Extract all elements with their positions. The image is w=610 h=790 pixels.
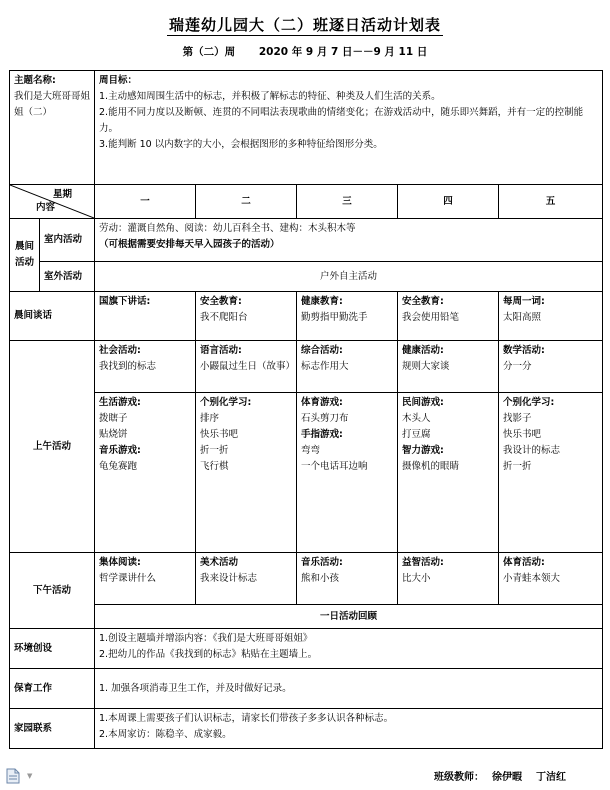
am-activity-label: 上午活动: [10, 341, 95, 553]
talk-title: 每周一词:: [503, 296, 545, 307]
day-header-monday: 一: [95, 185, 196, 219]
game-title: 个别化学习:: [200, 397, 252, 408]
talk-text: 我会使用铅笔: [402, 312, 460, 323]
day-header-tuesday: 二: [196, 185, 297, 219]
pm-title: 音乐活动:: [301, 557, 343, 568]
week-line: [0, 44, 610, 59]
am-lesson-friday: [499, 341, 603, 393]
pm-title: 体育活动:: [503, 557, 545, 568]
talk-title: 健康教育:: [301, 296, 343, 307]
game-item: 折一折: [200, 445, 229, 456]
day-header-friday: 五: [499, 185, 603, 219]
weekly-goals-cell: [95, 71, 603, 185]
talk-cell-thursday: [398, 292, 499, 341]
lesson-text: 我找到的标志: [99, 361, 157, 372]
talk-text: 太阳高照: [503, 312, 542, 323]
activity-plan-table: [9, 70, 603, 749]
talk-title: 安全教育:: [402, 296, 444, 307]
document-title: 瑞莲幼儿园大（二）班逐日活动计划表: [168, 16, 441, 34]
pm-text: 小青蛙本领大: [503, 573, 561, 584]
theme-label: 主题名称:: [14, 75, 56, 86]
day-header-thursday: 四: [398, 185, 499, 219]
lesson-text: 标志作用大: [301, 361, 349, 372]
teacher-signature: [434, 768, 566, 783]
talk-cell-wednesday: [297, 292, 398, 341]
goal-item: 2.能用不同力度以及断顿、连贯的不同唱法表现歌曲的情绪变化；在游戏活动中，随乐即兴舞蹈，并有一定的控制能力。: [99, 107, 584, 134]
goal-item: 1.主动感知周围生活中的标志，并积极了解标志的特征、种类及人们生活的关系。: [99, 91, 441, 102]
chevron-down-icon[interactable]: ▼: [27, 772, 33, 780]
lesson-title: 数学活动:: [503, 345, 545, 356]
game-title: 智力游戏:: [402, 445, 444, 456]
pm-title: 美术活动: [200, 557, 239, 568]
pm-text: 熊和小孩: [301, 573, 340, 584]
home-contact-line: 1.本周课上需要孩子们认识标志，请家长们带孩子多多认识各种标志。: [99, 713, 394, 724]
lesson-title: 健康活动:: [402, 345, 444, 356]
home-contact-cell: [95, 709, 603, 749]
game-item: 弯弯: [301, 445, 321, 456]
corner-header: [10, 185, 95, 219]
pm-cell-thursday: [398, 553, 499, 605]
pm-title: 集体阅读:: [99, 557, 141, 568]
environment-label: 环境创设: [10, 629, 95, 669]
game-title: 音乐游戏:: [99, 445, 141, 456]
goal-item: 3.能判断 10 以内数字的大小，会根据图形的多种特征给图形分类。: [99, 139, 383, 150]
pm-text: 哲学课讲什么: [99, 573, 157, 584]
game-item: 一个电话耳边响: [301, 461, 368, 472]
teacher-name-1: 徐伊暇: [492, 772, 522, 783]
day-header-wednesday: 三: [297, 185, 398, 219]
date-range: 2020 年 9 月 7 日－－9 月 11 日: [258, 46, 428, 58]
game-item: 快乐书吧: [503, 429, 542, 440]
outdoor-activity-label: 室外活动: [40, 262, 95, 292]
indoor-activity-text: 劳动：灌溉自然角、阅读：幼儿百科全书、建构：木头积木等: [99, 223, 356, 234]
game-title: 体育游戏:: [301, 397, 343, 408]
talk-cell-tuesday: [196, 292, 297, 341]
theme-name: 我们是大班哥哥姐姐（二）: [14, 91, 91, 118]
lesson-text: 分一分: [503, 361, 532, 372]
lesson-text: 小鼹鼠过生日（故事）: [200, 361, 296, 372]
pm-text: 我来设计标志: [200, 573, 258, 584]
pm-title: 益智活动:: [402, 557, 444, 568]
daily-review: 一日活动回顾: [95, 605, 603, 629]
morning-activity-label: 晨间活动: [10, 219, 40, 292]
game-title: 个别化学习:: [503, 397, 555, 408]
am-games-friday: [499, 393, 603, 553]
game-item: 贴烧饼: [99, 429, 128, 440]
am-games-monday: [95, 393, 196, 553]
talk-text: 勤剪指甲勤洗手: [301, 312, 368, 323]
am-games-tuesday: [196, 393, 297, 553]
pm-cell-monday: [95, 553, 196, 605]
indoor-activity-label: 室内活动: [40, 219, 95, 262]
pm-cell-tuesday: [196, 553, 297, 605]
indoor-activity-note: （可根据需要安排每天早入园孩子的活动）: [99, 239, 280, 250]
am-lesson-wednesday: [297, 341, 398, 393]
talk-title: 国旗下讲话:: [99, 296, 151, 307]
care-label: 保育工作: [10, 669, 95, 709]
am-lesson-tuesday: [196, 341, 297, 393]
game-item: 排序: [200, 413, 220, 424]
outdoor-activity-text: 户外自主活动: [95, 262, 603, 292]
home-contact-label: 家园联系: [10, 709, 95, 749]
theme-cell: [10, 71, 95, 185]
care-text: 1. 加强各项消毒卫生工作，并及时做好记录。: [95, 669, 603, 709]
game-item: 打豆腐: [402, 429, 431, 440]
game-item: 飞行棋: [200, 461, 229, 472]
am-lesson-thursday: [398, 341, 499, 393]
pm-text: 比大小: [402, 573, 431, 584]
am-games-thursday: [398, 393, 499, 553]
lesson-title: 社会活动:: [99, 345, 141, 356]
goals-label: 周目标：: [99, 75, 138, 86]
teacher-label: 班级教师：: [434, 772, 484, 783]
game-item: 龟兔赛跑: [99, 461, 138, 472]
lesson-text: 规则大家谈: [402, 361, 450, 372]
week-number: 第（二）周: [182, 46, 236, 58]
lesson-title: 综合活动:: [301, 345, 343, 356]
game-title: 民间游戏:: [402, 397, 444, 408]
pm-cell-wednesday: [297, 553, 398, 605]
game-title: 生活游戏:: [99, 397, 141, 408]
talk-cell-monday: [95, 292, 196, 341]
talk-title: 安全教育:: [200, 296, 242, 307]
environment-cell: [95, 629, 603, 669]
game-item: 找影子: [503, 413, 532, 424]
corner-content-label: 内容: [36, 202, 56, 213]
pm-activity-label: 下午活动: [10, 553, 95, 629]
game-item: 木头人: [402, 413, 431, 424]
talk-cell-friday: [499, 292, 603, 341]
talk-text: 我不爬阳台: [200, 312, 248, 323]
teacher-name-2: 丁洁红: [536, 772, 566, 783]
home-contact-line: 2.本周家访：陈稳辛、成家毅。: [99, 729, 232, 740]
document-icon[interactable]: [6, 768, 20, 784]
game-item: 快乐书吧: [200, 429, 239, 440]
am-games-wednesday: [297, 393, 398, 553]
lesson-title: 语言活动:: [200, 345, 242, 356]
morning-talk-label: 晨间谈话: [10, 292, 95, 341]
indoor-activity-cell: [95, 219, 603, 262]
environment-line: 1.创设主题墙并增添内容：《我们是大班哥哥姐姐》: [99, 633, 313, 644]
corner-weekday-label: 星期: [53, 189, 73, 200]
am-lesson-monday: [95, 341, 196, 393]
game-item: 石头剪刀布: [301, 413, 349, 424]
game-item: 我设计的标志: [503, 445, 561, 456]
environment-line: 2.把幼儿的作品《我找到的标志》粘贴在主题墙上。: [99, 649, 318, 660]
game-item: 拨瞎子: [99, 413, 128, 424]
game-title: 手指游戏:: [301, 429, 343, 440]
game-item: 折一折: [503, 461, 532, 472]
pm-cell-friday: [499, 553, 603, 605]
game-item: 摄像机的眼睛: [402, 461, 460, 472]
